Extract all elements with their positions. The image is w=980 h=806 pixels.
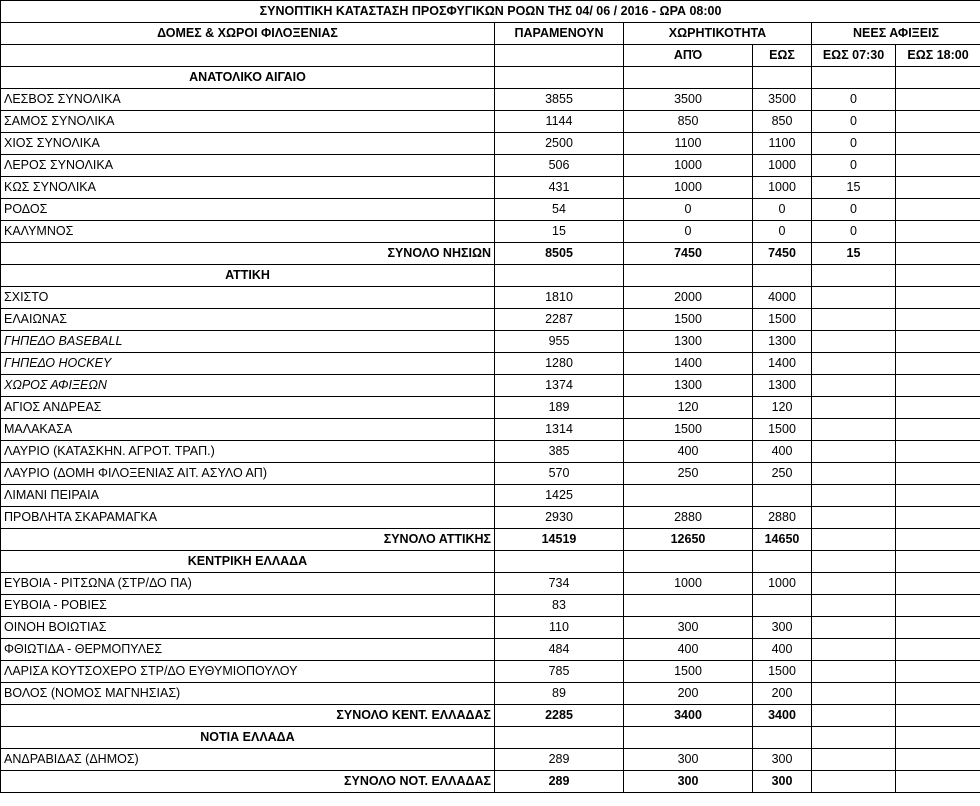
cell-capacity-from: 3500	[624, 89, 753, 111]
cell-arrivals-0730	[812, 485, 896, 507]
cell-arrivals-0730	[812, 463, 896, 485]
cell-remaining: 1374	[495, 375, 624, 397]
table-row	[1, 287, 980, 309]
cell-arrivals-1800	[896, 67, 980, 89]
cell-capacity-from	[624, 551, 753, 573]
table-row	[1, 375, 980, 397]
cell-arrivals-1800	[896, 463, 980, 485]
cell-capacity-to: 1000	[753, 573, 812, 595]
total-row	[1, 243, 980, 265]
table-row	[1, 595, 980, 617]
cell-capacity-from: 850	[624, 111, 753, 133]
cell-capacity-to: 300	[753, 771, 812, 793]
cell-remaining: 1425	[495, 485, 624, 507]
cell-arrivals-1800	[896, 507, 980, 529]
cell-remaining: 1144	[495, 111, 624, 133]
table-row	[1, 749, 980, 771]
cell-arrivals-1800	[896, 529, 980, 551]
cell-arrivals-0730	[812, 529, 896, 551]
cell-arrivals-1800	[896, 111, 980, 133]
cell-arrivals-1800	[896, 155, 980, 177]
header-remaining: ΠΑΡΑΜΕΝΟΥΝ	[495, 23, 624, 45]
header-new-arrivals: ΝΕΕΣ ΑΦΙΞΕΙΣ	[812, 23, 980, 45]
cell-capacity-from: 1500	[624, 309, 753, 331]
cell-capacity-to	[753, 485, 812, 507]
cell-arrivals-0730: 15	[812, 243, 896, 265]
table-row	[1, 111, 980, 133]
cell-remaining: 89	[495, 683, 624, 705]
cell-capacity-to: 3500	[753, 89, 812, 111]
cell-arrivals-1800	[896, 485, 980, 507]
cell-arrivals-1800	[896, 595, 980, 617]
cell-capacity-from: 1000	[624, 155, 753, 177]
cell-arrivals-1800	[896, 199, 980, 221]
cell-arrivals-1800	[896, 419, 980, 441]
cell-remaining: 1810	[495, 287, 624, 309]
cell-capacity-to: 0	[753, 199, 812, 221]
cell-capacity-from: 120	[624, 397, 753, 419]
cell-arrivals-0730: 0	[812, 155, 896, 177]
cell-capacity-to: 14650	[753, 529, 812, 551]
structure-name: ΡΟΔΟΣ	[1, 199, 495, 221]
header-row-2	[1, 45, 980, 67]
cell-arrivals-1800	[896, 265, 980, 287]
cell-capacity-from: 2880	[624, 507, 753, 529]
cell-arrivals-1800	[896, 331, 980, 353]
cell-arrivals-1800	[896, 573, 980, 595]
cell-capacity-from: 400	[624, 639, 753, 661]
cell-arrivals-0730	[812, 441, 896, 463]
structure-name: ΕΥΒΟΙΑ - ΡΙΤΣΩΝΑ (ΣΤΡ/ΔΟ ΠΑ)	[1, 573, 495, 595]
header-row-1	[1, 23, 980, 45]
cell-arrivals-0730	[812, 595, 896, 617]
cell-capacity-from	[624, 67, 753, 89]
cell-arrivals-0730	[812, 617, 896, 639]
cell-remaining: 2930	[495, 507, 624, 529]
cell-capacity-from	[624, 595, 753, 617]
cell-capacity-to: 1300	[753, 331, 812, 353]
cell-capacity-to: 120	[753, 397, 812, 419]
total-row	[1, 771, 980, 793]
total-label: ΣΥΝΟΛΟ ΝΟΤ. ΕΛΛΑΔΑΣ	[1, 771, 495, 793]
cell-remaining: 14519	[495, 529, 624, 551]
cell-remaining: 8505	[495, 243, 624, 265]
cell-arrivals-0730: 0	[812, 111, 896, 133]
cell-capacity-from: 1000	[624, 177, 753, 199]
cell-remaining: 955	[495, 331, 624, 353]
cell-capacity-to: 250	[753, 463, 812, 485]
cell-remaining: 2500	[495, 133, 624, 155]
cell-capacity-to	[753, 67, 812, 89]
section-row	[1, 551, 980, 573]
structure-name: ΚΩΣ ΣΥΝΟΛΙΚΑ	[1, 177, 495, 199]
cell-arrivals-0730	[812, 375, 896, 397]
table-row	[1, 683, 980, 705]
structure-name: ΛΙΜΑΝΙ ΠΕΙΡΑΙΑ	[1, 485, 495, 507]
cell-capacity-to	[753, 727, 812, 749]
table-row	[1, 89, 980, 111]
cell-capacity-to: 200	[753, 683, 812, 705]
cell-arrivals-1800	[896, 375, 980, 397]
cell-arrivals-1800	[896, 89, 980, 111]
cell-arrivals-0730	[812, 551, 896, 573]
structure-name: ΓΗΠΕΔΟ BASEBALL	[1, 331, 495, 353]
structure-name: ΣΑΜΟΣ ΣΥΝΟΛΙΚΑ	[1, 111, 495, 133]
table-row	[1, 661, 980, 683]
table-row	[1, 573, 980, 595]
table-row	[1, 331, 980, 353]
cell-arrivals-0730	[812, 661, 896, 683]
cell-arrivals-1800	[896, 221, 980, 243]
cell-remaining	[495, 727, 624, 749]
structure-name: ΚΑΛΥΜΝΟΣ	[1, 221, 495, 243]
cell-arrivals-0730	[812, 67, 896, 89]
cell-capacity-to: 3400	[753, 705, 812, 727]
cell-capacity-from: 200	[624, 683, 753, 705]
cell-capacity-to: 1500	[753, 309, 812, 331]
cell-capacity-from: 1500	[624, 419, 753, 441]
structure-name: ΟΙΝΟΗ ΒΟΙΩΤΙΑΣ	[1, 617, 495, 639]
structure-name: ΛΑΡΙΣΑ ΚΟΥΤΣΟΧΕΡΟ ΣΤΡ/ΔΟ ΕΥΘΥΜΙΟΠΟΥΛΟΥ	[1, 661, 495, 683]
cell-capacity-to: 1000	[753, 155, 812, 177]
table-row	[1, 617, 980, 639]
cell-remaining: 54	[495, 199, 624, 221]
cell-remaining	[495, 265, 624, 287]
table-row	[1, 353, 980, 375]
cell-arrivals-1800	[896, 749, 980, 771]
cell-arrivals-1800	[896, 617, 980, 639]
cell-capacity-from: 300	[624, 617, 753, 639]
table-row	[1, 199, 980, 221]
header-capacity-from: ΑΠΌ	[624, 45, 753, 67]
header-empty-1	[1, 45, 495, 67]
section-name: ΚΕΝΤΡΙΚΗ ΕΛΛΑΔΑ	[1, 551, 495, 573]
cell-arrivals-1800	[896, 727, 980, 749]
cell-capacity-from: 12650	[624, 529, 753, 551]
cell-arrivals-0730	[812, 397, 896, 419]
cell-capacity-from	[624, 485, 753, 507]
total-row	[1, 705, 980, 727]
cell-arrivals-0730	[812, 749, 896, 771]
cell-capacity-from: 3400	[624, 705, 753, 727]
cell-remaining: 484	[495, 639, 624, 661]
cell-remaining: 3855	[495, 89, 624, 111]
header-capacity: ΧΩΡΗΤΙΚΟΤΗΤΑ	[624, 23, 812, 45]
cell-arrivals-0730	[812, 419, 896, 441]
header-arrivals-0730: ΕΩΣ 07:30	[812, 45, 896, 67]
table-row	[1, 485, 980, 507]
cell-arrivals-0730	[812, 705, 896, 727]
total-label: ΣΥΝΟΛΟ ΑΤΤΙΚΗΣ	[1, 529, 495, 551]
cell-arrivals-1800	[896, 397, 980, 419]
table-row	[1, 177, 980, 199]
structure-name: ΠΡΟΒΛΗΤΑ ΣΚΑΡΑΜΑΓΚΑ	[1, 507, 495, 529]
cell-remaining: 506	[495, 155, 624, 177]
table-row	[1, 463, 980, 485]
cell-capacity-to	[753, 551, 812, 573]
cell-remaining	[495, 67, 624, 89]
cell-arrivals-1800	[896, 133, 980, 155]
cell-arrivals-0730: 0	[812, 199, 896, 221]
cell-capacity-from: 300	[624, 749, 753, 771]
cell-capacity-to: 400	[753, 639, 812, 661]
cell-remaining: 289	[495, 749, 624, 771]
structure-name: ΣΧΙΣΤΟ	[1, 287, 495, 309]
table-row	[1, 133, 980, 155]
cell-arrivals-0730	[812, 353, 896, 375]
cell-capacity-from: 250	[624, 463, 753, 485]
structure-name: ΧΩΡΟΣ ΑΦΙΞΕΩΝ	[1, 375, 495, 397]
cell-capacity-to: 850	[753, 111, 812, 133]
cell-capacity-from: 2000	[624, 287, 753, 309]
cell-arrivals-0730: 0	[812, 89, 896, 111]
cell-arrivals-1800	[896, 661, 980, 683]
cell-capacity-to	[753, 265, 812, 287]
cell-arrivals-0730	[812, 287, 896, 309]
structure-name: ΛΑΥΡΙΟ (ΚΑΤΑΣΚΗΝ. ΑΓΡΟΤ. ΤΡΑΠ.)	[1, 441, 495, 463]
cell-capacity-from: 1000	[624, 573, 753, 595]
cell-capacity-to: 400	[753, 441, 812, 463]
cell-arrivals-1800	[896, 705, 980, 727]
cell-arrivals-1800	[896, 353, 980, 375]
cell-capacity-from: 0	[624, 221, 753, 243]
cell-capacity-to: 1100	[753, 133, 812, 155]
table-row	[1, 309, 980, 331]
cell-capacity-from	[624, 727, 753, 749]
title-row	[1, 1, 980, 23]
cell-capacity-from: 1100	[624, 133, 753, 155]
cell-arrivals-0730: 0	[812, 133, 896, 155]
cell-remaining: 1280	[495, 353, 624, 375]
cell-remaining: 2287	[495, 309, 624, 331]
cell-arrivals-0730: 0	[812, 221, 896, 243]
table-row	[1, 507, 980, 529]
cell-arrivals-0730	[812, 573, 896, 595]
cell-arrivals-1800	[896, 177, 980, 199]
cell-remaining: 785	[495, 661, 624, 683]
cell-capacity-from: 1300	[624, 331, 753, 353]
cell-arrivals-1800	[896, 309, 980, 331]
cell-arrivals-0730: 15	[812, 177, 896, 199]
header-arrivals-1800: ΕΩΣ 18:00	[896, 45, 980, 67]
cell-remaining: 734	[495, 573, 624, 595]
cell-arrivals-1800	[896, 551, 980, 573]
cell-capacity-from	[624, 265, 753, 287]
section-name: ΝΟΤΙΑ ΕΛΛΑΔΑ	[1, 727, 495, 749]
section-row	[1, 727, 980, 749]
cell-remaining: 570	[495, 463, 624, 485]
cell-arrivals-1800	[896, 683, 980, 705]
cell-capacity-to: 2880	[753, 507, 812, 529]
cell-remaining	[495, 551, 624, 573]
cell-arrivals-1800	[896, 287, 980, 309]
cell-capacity-to: 0	[753, 221, 812, 243]
cell-capacity-to: 1300	[753, 375, 812, 397]
cell-capacity-to: 7450	[753, 243, 812, 265]
section-name: ΑΝΑΤΟΛΙΚΟ ΑΙΓΑΙΟ	[1, 67, 495, 89]
cell-arrivals-0730	[812, 309, 896, 331]
report-title: ΣΥΝΟΠΤΙΚΗ ΚΑΤΑΣΤΑΣΗ ΠΡΟΣΦΥΓΙΚΩΝ ΡΟΩΝ ΤΗΣ 04/ 06 / 2016 - ΩΡΑ 08:00	[1, 1, 980, 23]
cell-remaining: 1314	[495, 419, 624, 441]
total-label: ΣΥΝΟΛΟ ΝΗΣΙΩΝ	[1, 243, 495, 265]
structure-name: ΕΥΒΟΙΑ - ΡΟΒΙΕΣ	[1, 595, 495, 617]
cell-capacity-from: 1300	[624, 375, 753, 397]
structure-name: ΓΗΠΕΔΟ HOCKEY	[1, 353, 495, 375]
cell-arrivals-0730	[812, 727, 896, 749]
structure-name: ΛΕΡΟΣ ΣΥΝΟΛΙΚΑ	[1, 155, 495, 177]
table-row	[1, 155, 980, 177]
cell-remaining: 2285	[495, 705, 624, 727]
cell-capacity-from: 400	[624, 441, 753, 463]
header-capacity-to: ΕΩΣ	[753, 45, 812, 67]
structure-name: ΒΟΛΟΣ (ΝΟΜΟΣ ΜΑΓΝΗΣΙΑΣ)	[1, 683, 495, 705]
cell-remaining: 15	[495, 221, 624, 243]
section-row	[1, 265, 980, 287]
cell-arrivals-1800	[896, 441, 980, 463]
cell-arrivals-0730	[812, 265, 896, 287]
structure-name: ΕΛΑΙΩΝΑΣ	[1, 309, 495, 331]
cell-capacity-to: 1500	[753, 661, 812, 683]
table-row	[1, 221, 980, 243]
table-row	[1, 639, 980, 661]
cell-arrivals-1800	[896, 771, 980, 793]
structure-name: ΛΑΥΡΙΟ (ΔΟΜΗ ΦΙΛΟΞΕΝΙΑΣ ΑΙΤ. ΑΣΥΛΟ ΑΠ)	[1, 463, 495, 485]
cell-arrivals-0730	[812, 771, 896, 793]
cell-arrivals-0730	[812, 331, 896, 353]
table-row	[1, 419, 980, 441]
cell-arrivals-0730	[812, 683, 896, 705]
cell-remaining: 385	[495, 441, 624, 463]
total-label: ΣΥΝΟΛΟ ΚΕΝΤ. ΕΛΛΑΔΑΣ	[1, 705, 495, 727]
structure-name: ΑΓΙΟΣ ΑΝΔΡΕΑΣ	[1, 397, 495, 419]
structure-name: ΜΑΛΑΚΑΣΑ	[1, 419, 495, 441]
cell-remaining: 431	[495, 177, 624, 199]
header-structures: ΔΟΜΕΣ & ΧΩΡΟΙ ΦΙΛΟΞΕΝΙΑΣ	[1, 23, 495, 45]
cell-capacity-from: 300	[624, 771, 753, 793]
section-name: ΑΤΤΙΚΗ	[1, 265, 495, 287]
structure-name: ΛΕΣΒΟΣ ΣΥΝΟΛΙΚΑ	[1, 89, 495, 111]
cell-remaining: 110	[495, 617, 624, 639]
cell-remaining: 289	[495, 771, 624, 793]
cell-capacity-to: 1500	[753, 419, 812, 441]
structure-name: ΦΘΙΩΤΙΔΑ - ΘΕΡΜΟΠΥΛΕΣ	[1, 639, 495, 661]
table-row	[1, 441, 980, 463]
cell-arrivals-1800	[896, 243, 980, 265]
cell-capacity-to: 300	[753, 749, 812, 771]
table-row	[1, 397, 980, 419]
cell-capacity-to: 300	[753, 617, 812, 639]
cell-capacity-from: 7450	[624, 243, 753, 265]
cell-arrivals-1800	[896, 639, 980, 661]
cell-capacity-to	[753, 595, 812, 617]
cell-remaining: 83	[495, 595, 624, 617]
structure-name: ΧΙΟΣ ΣΥΝΟΛΙΚΑ	[1, 133, 495, 155]
cell-arrivals-0730	[812, 507, 896, 529]
cell-capacity-from: 1500	[624, 661, 753, 683]
cell-capacity-to: 4000	[753, 287, 812, 309]
structure-name: ΑΝΔΡΑΒΙΔΑΣ (ΔΗΜΟΣ)	[1, 749, 495, 771]
section-row	[1, 67, 980, 89]
total-row	[1, 529, 980, 551]
cell-capacity-from: 0	[624, 199, 753, 221]
cell-capacity-from: 1400	[624, 353, 753, 375]
cell-capacity-to: 1000	[753, 177, 812, 199]
header-empty-2	[495, 45, 624, 67]
cell-arrivals-0730	[812, 639, 896, 661]
cell-remaining: 189	[495, 397, 624, 419]
cell-capacity-to: 1400	[753, 353, 812, 375]
